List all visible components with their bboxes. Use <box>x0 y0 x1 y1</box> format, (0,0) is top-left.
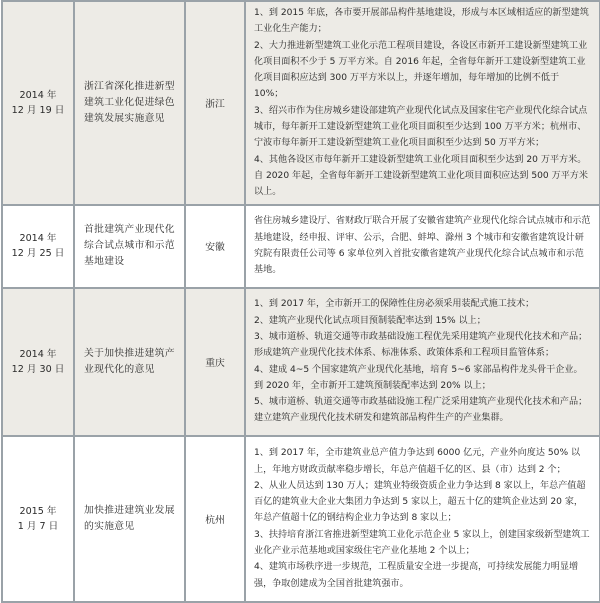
policy-title-cell: 首批建筑产业现代化综合试点城市和示范基地建设 <box>74 205 185 288</box>
content-cell <box>245 436 600 602</box>
content-item: 省住房城乡建设厅、省财政厅联合开展了安徽省建筑产业现代化综合试点城市和示范基地建设，经申报、评审、公示，合肥、蚌埠、滁州 3 个城市和安徽省建筑设计研究院有限责任公司等 6 家单位列入首批安徽省建筑产业现代化综合试点城市和示范基地。 <box>254 216 591 276</box>
date-cell <box>2 205 74 288</box>
content-item: 1、到 2017 年，全市新开工的保障性住房必须采用装配式施工技术； <box>254 299 535 310</box>
date-cell <box>2 288 74 436</box>
content-cell <box>245 288 600 436</box>
region-cell: 安徽 <box>185 205 245 288</box>
date-day: 12 月 25 日 <box>11 248 65 260</box>
table-row <box>2 436 600 602</box>
content-cell <box>245 1 600 205</box>
content-item: 3、绍兴市作为住房城乡建设部建筑产业现代化试点及国家住宅产业现代化综合试点城市，每年新开工建设新型建筑工业化项目面积至少达到 100 万平方米；杭州市、宁波市每年新开工建设新型建筑工业化项目面积至少达到 50 万平方米； <box>254 105 588 149</box>
policy-title-cell: 加快推进建筑业发展的实施意见 <box>74 436 185 602</box>
date-year: 2014 年 <box>19 89 57 101</box>
region-cell: 重庆 <box>185 288 245 436</box>
date-year: 2015 年 <box>19 505 57 517</box>
content-cell <box>245 205 600 288</box>
content-item: 4、其他各设区市每年新开工建设新型建筑工业化项目面积至少达到 20 万平方米。自 2020 年起，全省每年新开工建设新型建筑工业化项目面积应达到 500 万平方米以上。 <box>254 154 588 198</box>
content-item: 3、城市道桥、轨道交通等市政基础设施工程优先采用建筑产业现代化技术和产品；形成建筑产业现代化技术体系、标准体系、政策体系和工程项目监管体系； <box>254 331 588 359</box>
content-item: 1、到 2015 年底，各市要开展部品构件基地建设，形成与本区域相适应的新型建筑工业化生产能力； <box>254 8 589 35</box>
policy-title-cell: 浙江省深化推进新型建筑工业化促进绿色建筑发展实施意见 <box>74 1 185 205</box>
content-item: 1、到 2017 年，全市建筑业总产值力争达到 6000 亿元，产业外向度达 50% 以上，年地方财政贡献率稳步增长，年总产值超千亿的区、县（市）达到 2 个； <box>254 448 581 475</box>
content-item: 4、建筑市场秩序进一步规范，工程质量安全进一步提高，可持续发展能力明显增强，争取创建成为全国首批建筑强市。 <box>254 562 579 589</box>
date-cell <box>2 436 74 602</box>
date-year: 2014 年 <box>19 348 57 360</box>
content-item: 2、建筑产业现代化试点项目预制装配率达到 15% 以上； <box>254 315 486 326</box>
date-day: 12 月 30 日 <box>11 363 65 375</box>
content-item: 3、扶持培育浙江省推进新型建筑工业化示范企业 5 家以上，创建国家级新型建筑工业化产业示范基地或国家级住宅产业化基地 2 个以上； <box>254 529 590 556</box>
content-item: 4、建成 4~5 个国家建筑产业现代化基地，培育 5~6 家部品构件龙头骨干企业。到 2020 年，全市新开工建筑预制装配率达到 20% 以上； <box>254 364 583 391</box>
table-row <box>2 288 600 436</box>
date-cell <box>2 1 74 205</box>
content-item: 2、从业人员达到 130 万人；建筑业特级资质企业力争达到 8 家以上，年总产值超百亿的建筑业大企业大集团力争达到 5 家以上，超五十亿的建筑企业达到 20 家，年总产值超十亿的钢结构企业力争达到 8 家以上； <box>254 480 586 524</box>
region-cell: 杭州 <box>185 436 245 602</box>
region-cell: 浙江 <box>185 1 245 205</box>
table-row <box>2 205 600 288</box>
table-row <box>2 1 600 205</box>
date-day: 1 月 7 日 <box>17 520 59 532</box>
date-year: 2014 年 <box>19 233 57 245</box>
policy-title-cell: 关于加快推进建筑产业现代化的意见 <box>74 288 185 436</box>
date-day: 12 月 19 日 <box>11 104 65 116</box>
content-item: 5、城市道桥、轨道交通等市政基础设施工程广泛采用建筑产业现代化技术和产品；建立建筑产业现代化技术研发和建筑部品构件生产的产业集群。 <box>254 397 588 424</box>
policy-table <box>1 0 600 603</box>
content-item: 2、大力推进新型建筑工业化示范工程项目建设，各设区市新开工建设新型建筑工业化项目面积不少于 5 万平方米。自 2016 年起，全省每年新开工建设新型建筑工业化项目面积应达到 300 万平方米以上，并逐年增加，每年增加的比例不低于 10%； <box>254 40 588 100</box>
